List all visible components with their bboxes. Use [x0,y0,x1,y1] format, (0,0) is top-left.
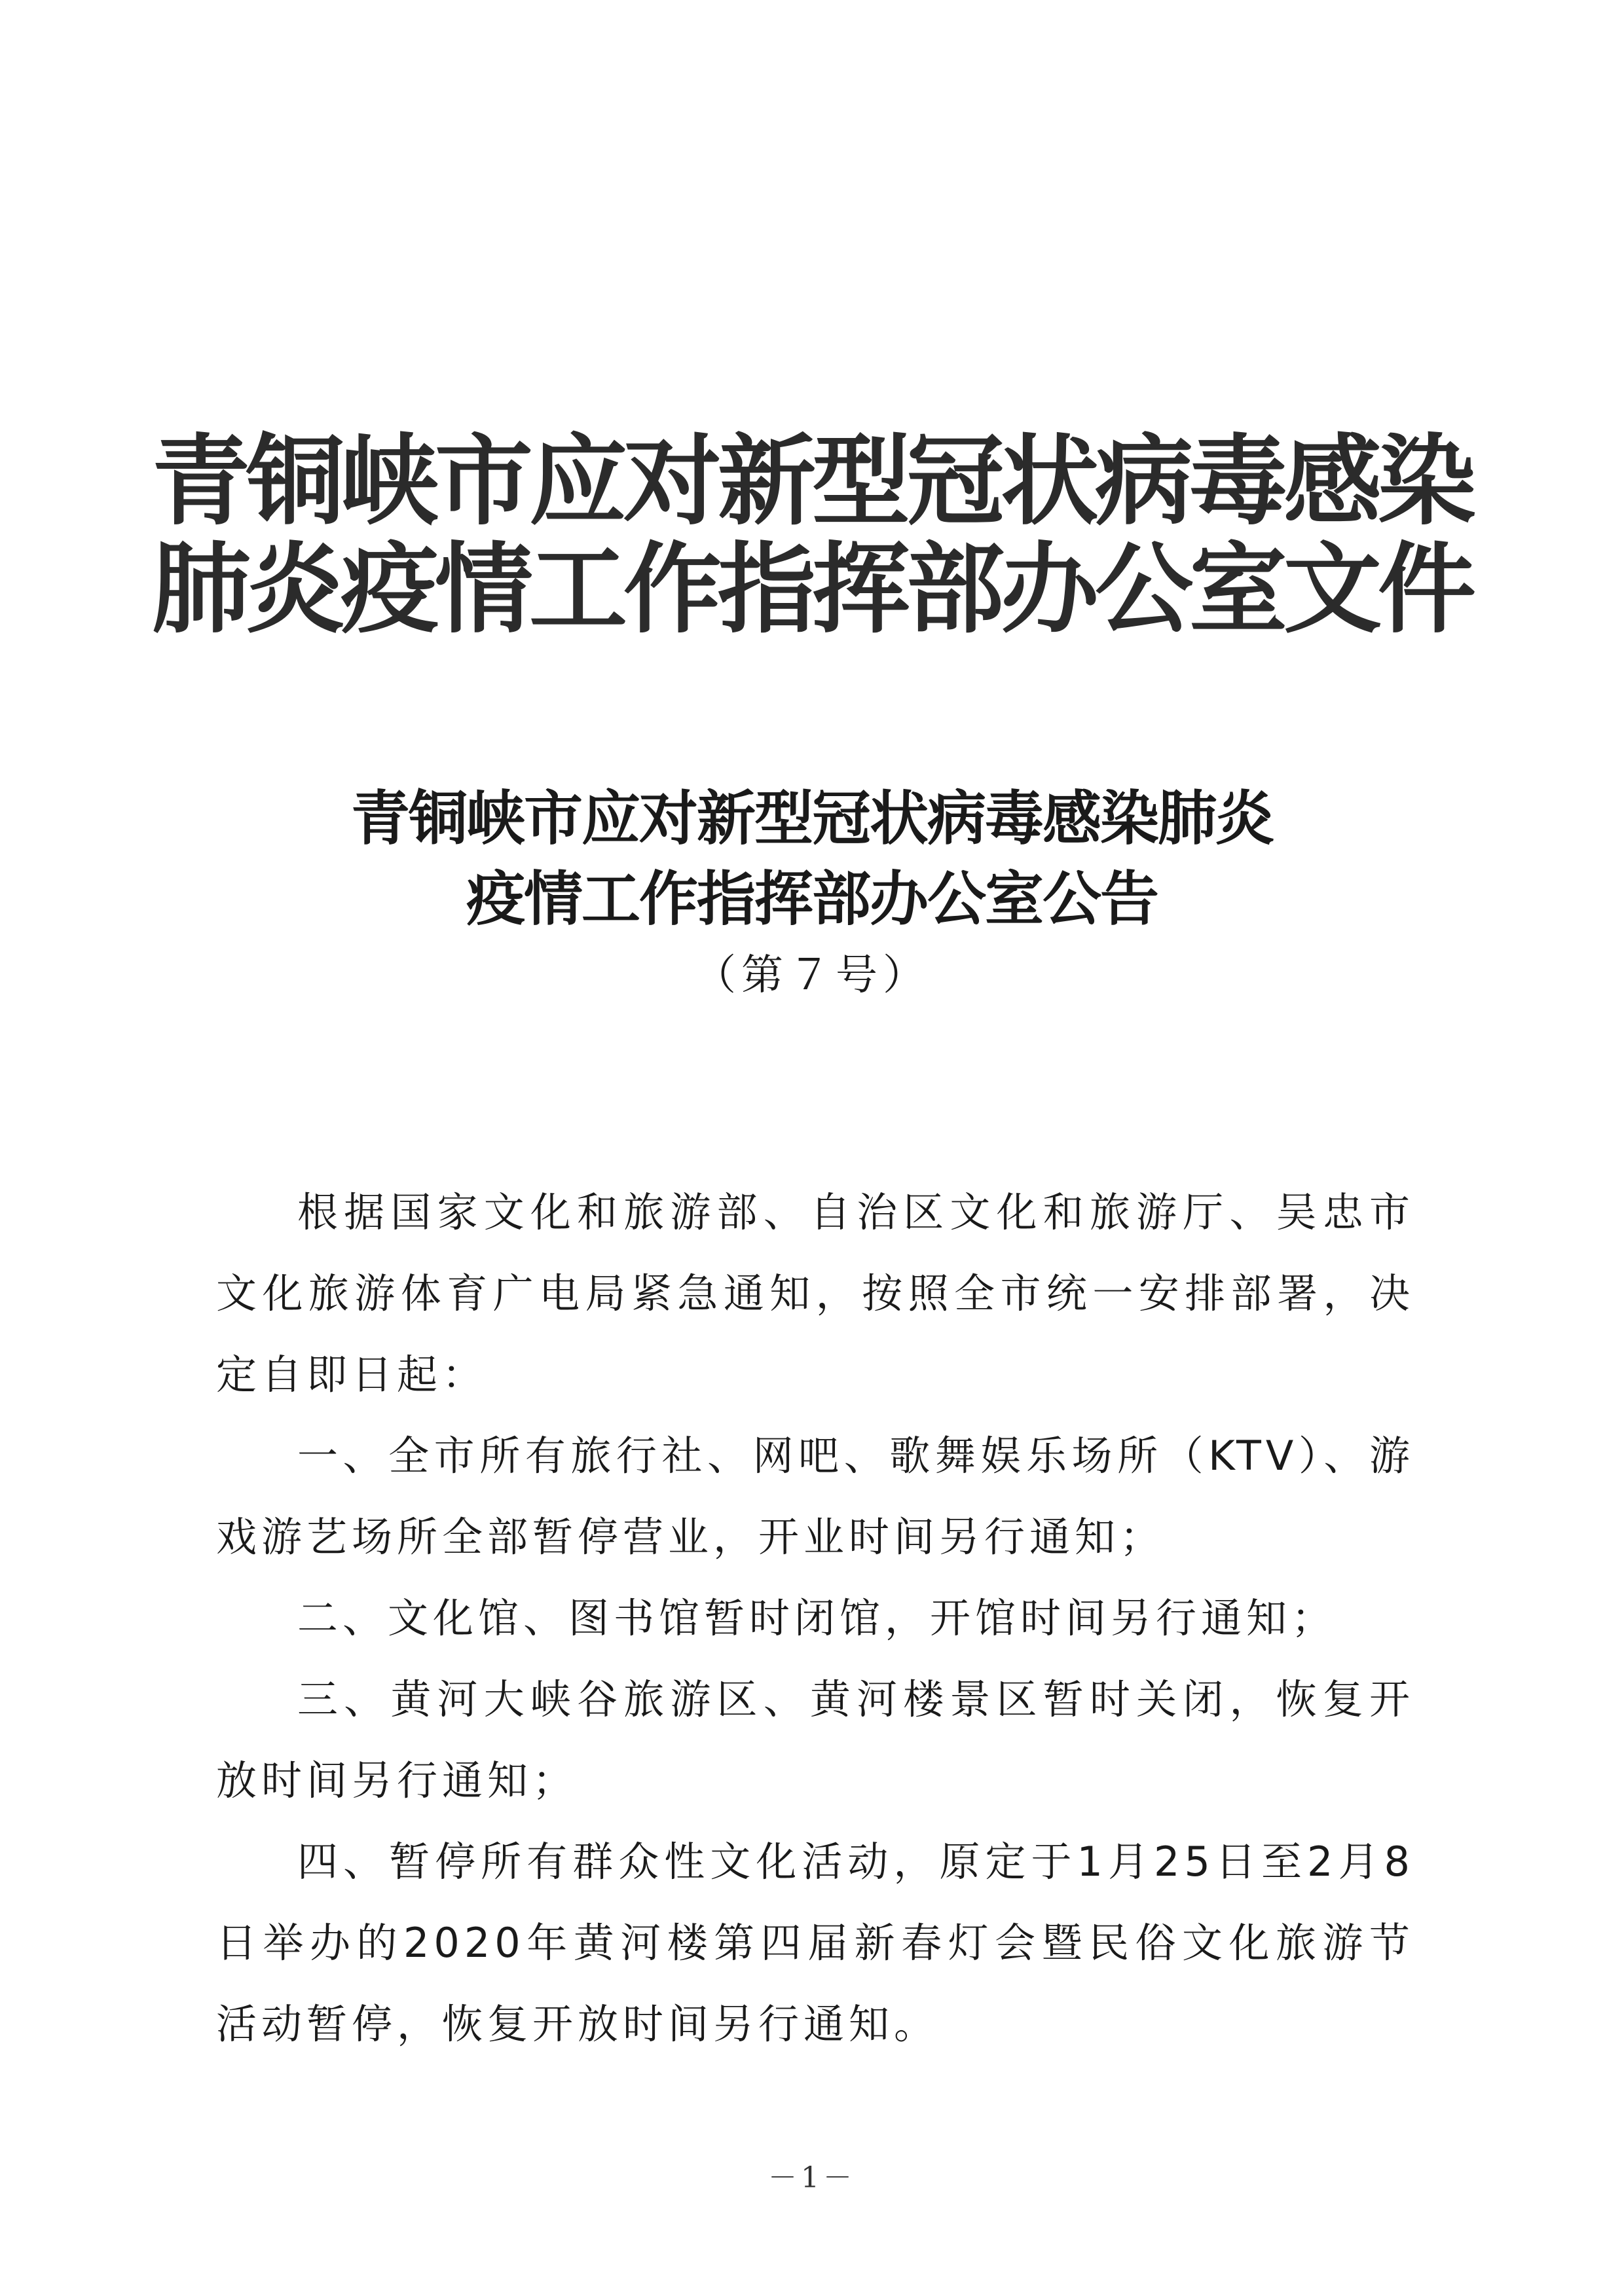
document-header-line-2: 肺炎疫情工作指挥部办公室文件 [151,532,1472,647]
notice-title-line-2: 疫情工作指挥部办公室公告 [466,864,1158,934]
body-item-2: 二、文化馆、图书馆暂时闭馆，开馆时间另行通知； [297,1594,1337,1642]
document-header-line-1: 青铜峡市应对新型冠状病毒感染 [151,424,1472,539]
page-number: －1－ [768,2161,856,2195]
body-item-3: 三、黄河大峡谷旅游区、黄河楼景区暂时关闭，恢复开放时间另行通知； [216,1675,1414,1804]
notice-number: （第７号） [694,951,930,1000]
notice-title-line-1: 青铜峡市应对新型冠状病毒感染肺炎 [351,784,1273,853]
body-item-4: 四、暂停所有群众性文化活动，原定于1月25日至2月8日举办的2020年黄河楼第四届新春灯会暨民俗文化旅游节活动暂停，恢复开放时间另行通知。 [216,1838,1414,2048]
body-item-1: 一、全市所有旅行社、网吧、歌舞娱乐场所（KTV）、游戏游艺场所全部暂停营业，开业时间另行通知； [216,1432,1414,1561]
notice-body [216,1172,1414,2065]
body-intro-paragraph: 根据国家文化和旅游部、自治区文化和旅游厅、吴忠市文化旅游体育广电局紧急通知，按照全市统一安排部署，决定自即日起： [216,1188,1414,1398]
